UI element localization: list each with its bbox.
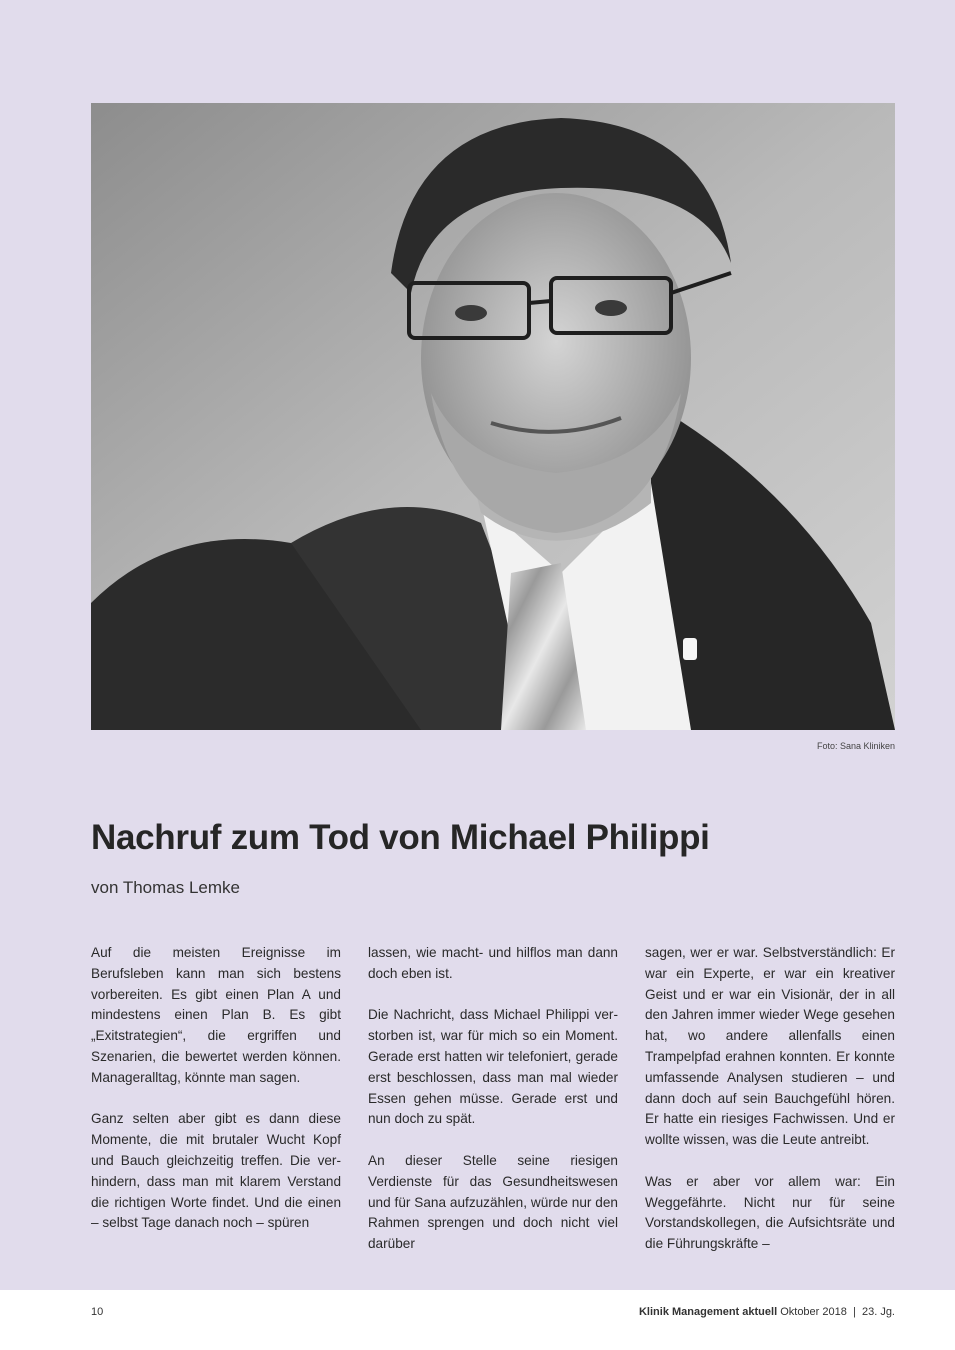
page-footer [0, 1290, 955, 1350]
paragraph: An dieser Stelle seine riesigen Verdienste für das Gesundheitswesen und für Sana aufzuzählen, würde nur den Rahmen sprengen und doch nicht viel darüber [368, 1152, 618, 1252]
article-title: Nachruf zum Tod von Michael Philippi [91, 818, 710, 857]
paragraph: Was er aber vor allem war: Ein Weggefährte. Nicht nur für seine Vorstandskollegen, die Aufsichtsräte und die Führungskräfte – [645, 1173, 895, 1252]
portrait-photo [91, 103, 895, 730]
paragraph: Ganz selten aber gibt es dann diese Momente, die mit brutaler Wucht Kopf und Bauch gleichzeitig treffen. Die verhindern, dass man mit klarem Verstand die richtigen Worte findet. Und die einen – selbst Tage danach noch – spüren [91, 1111, 341, 1231]
photo-caption: Foto: Sana Kliniken [816, 741, 895, 751]
journal-info [639, 1306, 895, 1318]
journal-name: Klinik Management aktuell [638, 1306, 778, 1318]
page-number: 10 [91, 1306, 104, 1318]
volume: 23. Jg. [861, 1306, 895, 1318]
article-body [91, 943, 895, 1276]
text-column-3 [645, 943, 895, 1276]
separator: | [852, 1306, 856, 1318]
paragraph: lassen, wie macht- und hilflos man dann doch eben ist. [368, 945, 618, 981]
paragraph: Die Nachricht, dass Michael Philippi verstorben ist, war für mich so ein Moment. Gerade erst hatten wir telefoniert, gerade erst beschlossen, dass man mal wieder Essen gehen müsse. Gerade erst und nun doch zu spät. [368, 1007, 618, 1127]
text-column-2 [368, 943, 618, 1276]
portrait-image [91, 103, 895, 730]
paragraph: Auf die meisten Ereignisse im Berufsleben kann man sich bestens vorbereiten. Es gibt einen Plan A und mindestens einen Plan B. Es gibt „Exitstrategien“, die ergriffen und Szenarien, die bewertet werden können. Manageralltag, könnte man sagen. [91, 945, 341, 1085]
paragraph: sagen, wer er war. Selbstverständlich: Er war ein Experte, er war ein kreativer Geist und er war ein Visionär, der in all den Jahren immer wieder Wege gesehen hat, wo andere allenfalls einen Trampelpfad erahnen konnten. Er konnte umfassende Analysen studieren – und dann doch auf sein Bauchgefühl hören. Er hatte ein riesiges Fachwissen. Und er wollte wissen, was die Leute antreibt. [645, 945, 895, 1148]
article-author: von Thomas Lemke [91, 878, 240, 897]
text-column-1 [91, 943, 341, 1276]
issue-date: Oktober 2018 [780, 1306, 847, 1318]
